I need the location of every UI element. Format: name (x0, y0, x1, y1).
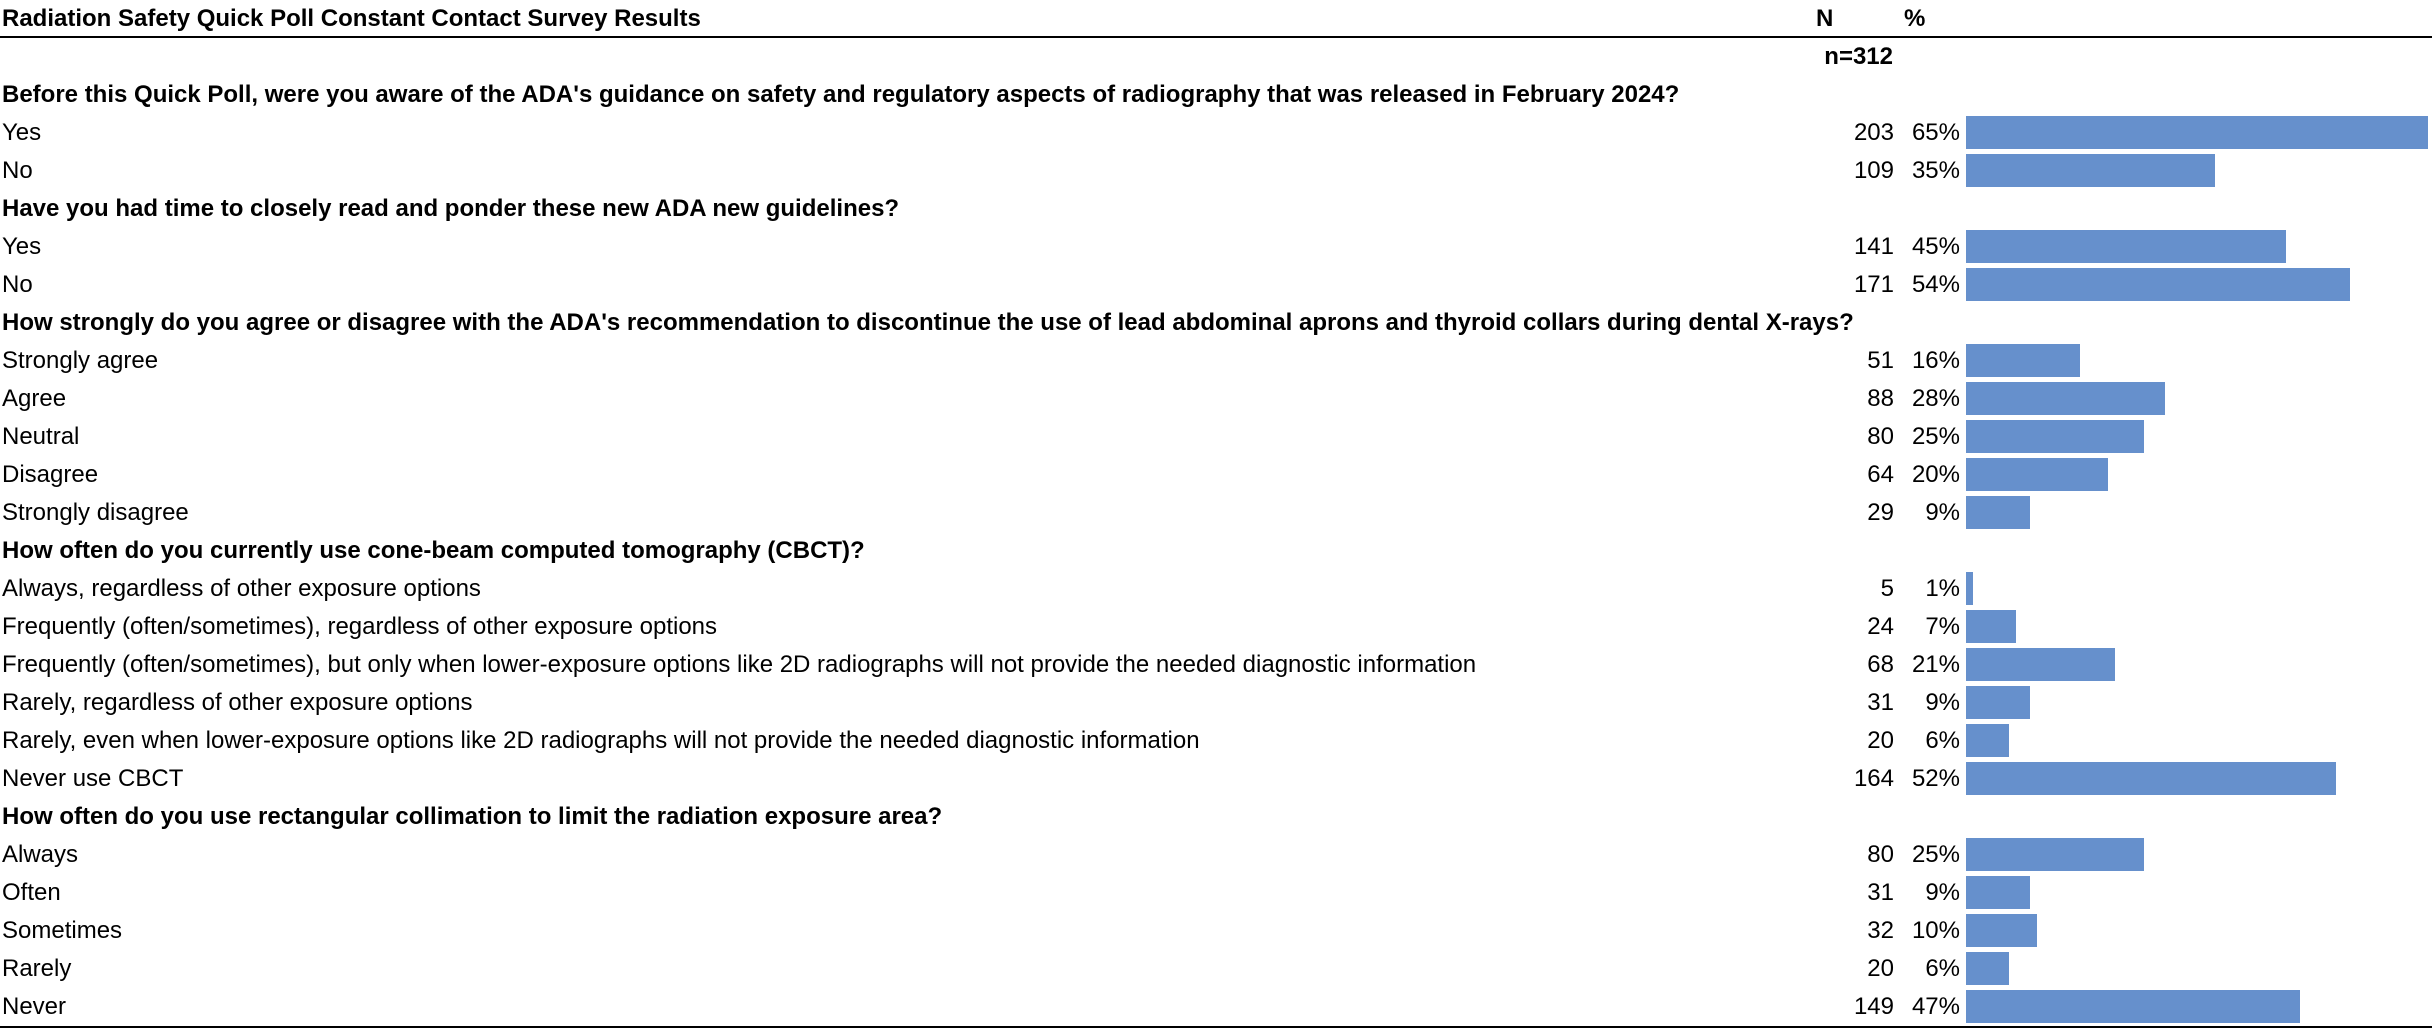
answer-percent: 7% (1925, 613, 1960, 640)
answer-count: 24 (1867, 613, 1894, 640)
question-text: How strongly do you agree or disagree with the ADA's recommendation to discontinue the use of lead abdominal aprons and thyroid collars during dental X-rays? (2, 309, 1854, 336)
answer-percent: 1% (1925, 575, 1960, 602)
answer-label: Frequently (often/sometimes), but only when lower-exposure options like 2D radiographs will not provide the needed diagnostic information (2, 651, 1477, 678)
answer-label: Strongly agree (2, 347, 159, 374)
answer-percent: 25% (1911, 841, 1960, 868)
answer-label: Yes (2, 233, 42, 260)
answer-percent: 6% (1925, 727, 1960, 754)
answer-label: Rarely, even when lower-exposure options like 2D radiographs will not provide the needed diagnostic information (2, 727, 1200, 754)
answer-percent: 54% (1911, 271, 1960, 298)
pct-column-header: % (1904, 5, 1926, 32)
answer-bar (1966, 686, 2030, 719)
answer-count: 109 (1853, 157, 1894, 184)
answer-count: 31 (1867, 879, 1894, 906)
answer-label: Frequently (often/sometimes), regardless of other exposure options (2, 613, 718, 640)
answer-percent: 9% (1925, 499, 1960, 526)
answer-percent: 25% (1911, 423, 1960, 450)
answer-label: Neutral (2, 423, 80, 450)
answer-label: Often (2, 879, 61, 906)
answer-count: 80 (1867, 423, 1894, 450)
answer-percent: 10% (1911, 917, 1960, 944)
answer-bar (1966, 116, 2428, 149)
answer-bar (1966, 154, 2215, 187)
answer-bar (1966, 458, 2108, 491)
n-column-header: N (1816, 5, 1834, 32)
answer-percent: 21% (1911, 651, 1960, 678)
answer-label: Never (2, 993, 67, 1020)
answer-percent: 52% (1911, 765, 1960, 792)
question-text: Have you had time to closely read and ponder these new ADA new guidelines? (2, 195, 900, 222)
question-text: Before this Quick Poll, were you aware of the ADA's guidance on safety and regulatory aspects of radiography that was released in February 2024? (2, 81, 1680, 108)
answer-count: 164 (1853, 765, 1894, 792)
answer-bar (1966, 382, 2165, 415)
answer-bar (1966, 496, 2030, 529)
answer-label: Never use CBCT (2, 765, 184, 792)
answer-count: 88 (1867, 385, 1894, 412)
answer-percent: 47% (1911, 993, 1960, 1020)
answer-count: 29 (1867, 499, 1894, 526)
answer-bar (1966, 724, 2009, 757)
answer-count: 141 (1853, 233, 1894, 260)
answer-count: 20 (1867, 727, 1894, 754)
answer-count: 64 (1867, 461, 1894, 488)
answer-bar (1966, 952, 2009, 985)
answer-bar (1966, 914, 2037, 947)
answer-label: Rarely, regardless of other exposure options (2, 689, 473, 716)
answer-count: 68 (1867, 651, 1894, 678)
answer-bar (1966, 990, 2300, 1023)
answer-count: 80 (1867, 841, 1894, 868)
answer-percent: 9% (1925, 689, 1960, 716)
answer-label: No (2, 157, 33, 184)
answer-label: No (2, 271, 33, 298)
answer-percent: 65% (1911, 119, 1960, 146)
bottom-divider (0, 1026, 2432, 1028)
answer-bar (1966, 572, 1973, 605)
answer-count: 20 (1867, 955, 1894, 982)
answer-label: Agree (2, 385, 67, 412)
answer-count: 5 (1880, 575, 1894, 602)
answer-count: 203 (1853, 119, 1894, 146)
answer-percent: 28% (1911, 385, 1960, 412)
report-title: Radiation Safety Quick Poll Constant Contact Survey Results (2, 5, 701, 32)
answer-label: Always (2, 841, 79, 868)
answer-bar (1966, 648, 2115, 681)
answer-bar (1966, 344, 2080, 377)
answer-bar (1966, 838, 2144, 871)
answer-label: Strongly disagree (2, 499, 189, 526)
answer-label: Yes (2, 119, 42, 146)
answer-percent: 16% (1911, 347, 1960, 374)
answer-percent: 20% (1911, 461, 1960, 488)
answer-count: 32 (1867, 917, 1894, 944)
answer-count: 31 (1867, 689, 1894, 716)
question-text: How often do you use rectangular collimation to limit the radiation exposure area? (2, 803, 943, 830)
answer-bar (1966, 876, 2030, 909)
answer-percent: 6% (1925, 955, 1960, 982)
answer-bar (1966, 230, 2286, 263)
answer-label: Always, regardless of other exposure options (2, 575, 481, 602)
answer-bar (1966, 762, 2336, 795)
answer-label: Sometimes (2, 917, 123, 944)
answer-percent: 45% (1911, 233, 1960, 260)
header-divider (0, 36, 2432, 38)
answer-bar (1966, 268, 2350, 301)
answer-label: Disagree (2, 461, 99, 488)
answer-percent: 9% (1925, 879, 1960, 906)
answer-count: 171 (1853, 271, 1894, 298)
answer-bar (1966, 610, 2016, 643)
answer-count: 149 (1853, 993, 1894, 1020)
answer-bar (1966, 420, 2144, 453)
answer-label: Rarely (2, 955, 72, 982)
sample-size-label: n=312 (1824, 43, 1893, 70)
answer-percent: 35% (1911, 157, 1960, 184)
question-text: How often do you currently use cone-beam computed tomography (CBCT)? (2, 537, 865, 564)
answer-count: 51 (1867, 347, 1894, 374)
